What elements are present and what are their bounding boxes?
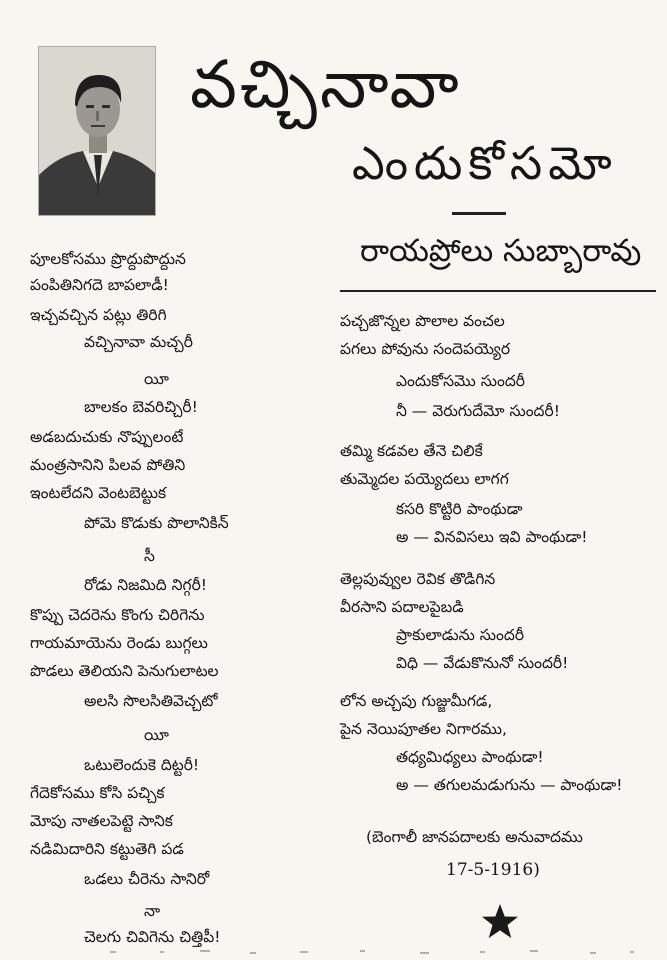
poem-line: పచ్చజొన్నల పొలాల వంచల [340, 312, 505, 330]
poem-line: చెలగు చివిగెను చిత్తిపీ! [84, 928, 221, 946]
poem-line: వీరసాని పదాలపైబడి [340, 598, 464, 616]
poem-line: నీ — వెరుగుదేమో సుందరీ! [396, 402, 560, 420]
poem-line: బాలకం బెవరిచ్చిరీ! [84, 398, 198, 416]
poem-line: నా [144, 902, 161, 920]
poem-line: లోన అచ్చపు గుజ్జుమీగడ, [340, 692, 493, 710]
poem-line: విధి — వేడుకొనునో సుందరీ! [396, 654, 569, 672]
poem-line: వచ్చినావా మచ్చరీ [84, 333, 193, 351]
author-portrait [38, 46, 156, 216]
author-name: రాయప్రోలు సుబ్బారావు [360, 233, 642, 269]
title-line-1: వచ్చినావా [190, 46, 462, 123]
poem-line: ఒటులెందుకె దిట్టరీ! [84, 756, 200, 774]
poem-line: ప్రాకులాడును సుందరీ [396, 626, 525, 644]
poem-line: యీ [144, 370, 169, 388]
poem-line: ఒడలు చీరెను సానిరో [84, 870, 210, 888]
poem-line: అ — వినవిసలు ఇవి పాంథుడా! [396, 528, 588, 546]
poem-line: ఇంటలేదని వెంటబెట్టుక [30, 484, 167, 502]
poem-line: అ — తగులమడుగును — పాంథుడా! [396, 776, 623, 794]
portrait-image [39, 47, 156, 216]
poem-line: కసరి కొట్టిరి పాంథుడా [396, 500, 523, 518]
poem-line: నడిమిదారిని కట్టుతెగి పడ [30, 840, 184, 858]
poem-line: గేదెకోసము కోసి పచ్చిక [30, 784, 165, 802]
poem-line: పూలకోసము ప్రొద్దుపొద్దున [30, 250, 186, 268]
poem-line: తెల్లపువ్వుల రెవిక తొడిగిన [340, 570, 496, 588]
star-icon [480, 902, 520, 942]
poem-line: మోపు నాతలపెట్టె సానిక [30, 812, 173, 830]
poem-line: అలసి సొలసితివెచ్చటో [84, 692, 218, 710]
poem-line: రోడు నిజమిది నిగ్గరీ! [84, 576, 208, 594]
author-underline [340, 290, 656, 292]
poem-line: తుమ్మెదల పయ్యెదలు లాగగ [340, 470, 509, 488]
translation-note: (బెంగాలీ జానపదాలకు అనువాదము [366, 828, 583, 846]
title-divider [452, 212, 506, 215]
poem-line: అడబదుచుకు నొప్పులంటే [30, 428, 184, 446]
poem-line: పగలు పోవును సందెపయ్యెర [340, 340, 511, 358]
poem-line: ఇచ్చవచ్చిన పట్లు తిరిగి [30, 306, 167, 324]
poem-line: ఎందుకోసమొ సుందరీ [396, 372, 525, 390]
poem-line: యీ [144, 726, 169, 744]
poem-line: తమ్మి కడవల తేనె చిలికే [340, 442, 483, 460]
poem-line: గాయమాయెను రెండు బుగ్గలు [30, 634, 208, 652]
poem-line: మంత్రసానిని పిలవ పోతిని [30, 456, 186, 474]
scan-bleed-through [0, 944, 667, 960]
poem-line: తధ్యమిధ్యలు పాంథుడా! [396, 748, 544, 766]
poem-line: పంపితినిగదె బాపలాడీ! [30, 276, 169, 294]
poem-line: పోమె కొడుకు పొలానికిన్ [84, 514, 229, 532]
translation-date: 17-5-1916) [446, 860, 540, 880]
poem-line: సీ [144, 547, 155, 565]
poem-line: కొప్పు చెదరెను కొంగు చిరిగెను [30, 606, 205, 624]
poem-line: పొడలు తెలియని పెనుగులాటల [30, 662, 219, 680]
title-line-2: ఎందుకోసమో [352, 136, 618, 190]
poem-line: పైన నెయిపూతల నిగారము, [340, 720, 507, 738]
